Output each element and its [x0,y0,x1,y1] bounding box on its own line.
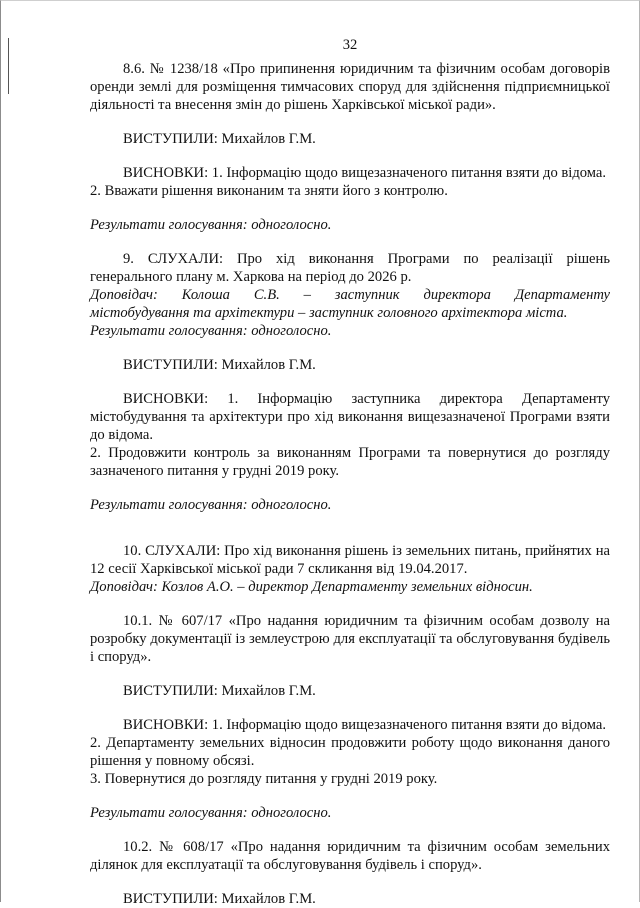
item-10-2-spoke: ВИСТУПИЛИ: Михайлов Г.М. [123,891,316,907]
item-10-1-point-2: 2. Департаменту земельних відносин продовжити роботу щодо виконання даного рішення у повному обсязі. [90,735,610,769]
item-8-6-vote: Результати голосування: одноголосно. [90,217,332,233]
reporter-word: С.В. [253,287,280,303]
item-10-1-vote: Результати голосування: одноголосно. [90,805,332,821]
item-9-point-2: 2. Продовжити контроль за виконанням Програми та повернутися до розгляду зазначеного питання у грудні 2019 року. [90,445,610,479]
reporter-word: Колоша [181,287,230,303]
item-10-reporter: Доповідач: Козлов А.О. – директор Департаменту земельних відносин. [90,579,533,595]
reporter-word: Доповідач: [90,287,158,303]
margin-scan-mark [8,38,9,94]
page-number: 32 [342,37,358,53]
reporter-word: директора [423,287,491,303]
item-9-vote-1: Результати голосування: одноголосно. [90,323,332,339]
item-8-6-conclusions: ВИСНОВКИ: 1. Інформацію щодо вищезазначеного питання взяти до відома. [123,165,607,181]
item-10-2-title: 10.2. № 608/17 «Про надання юридичним та фізичним особам земельних ділянок для експлуатації та обслуговування будівель і споруд». [90,839,610,873]
item-8-6-spoke: ВИСТУПИЛИ: Михайлов Г.М. [123,131,316,147]
item-10-1-spoke: ВИСТУПИЛИ: Михайлов Г.М. [123,683,316,699]
reporter-word: Департаменту [514,287,610,303]
item-10-1-conclusions: ВИСНОВКИ: 1. Інформацію щодо вищезазначеного питання взяти до відома. [123,717,607,733]
item-10-1-point-3: 3. Повернутися до розгляду питання у грудні 2019 року. [90,771,438,787]
item-10-1-title: 10.1. № 607/17 «Про надання юридичним та фізичним особам дозволу на розробку документації із землеустрою для експлуатації та обслуговування будівель і споруд». [90,613,610,665]
reporter-word: заступник [334,287,400,303]
item-10-heard: 10. СЛУХАЛИ: Про хід виконання рішень із земельних питань, прийнятих на 12 сесії Харківської міської ради 7 скликання від 19.04.2017. [90,543,610,577]
item-9-spoke: ВИСТУПИЛИ: Михайлов Г.М. [123,357,316,373]
item-9-vote-2: Результати голосування: одноголосно. [90,497,332,513]
reporter-word: – [303,287,311,303]
item-8-6-title: 8.6. № 1238/18 «Про припинення юридичним та фізичним особам договорів оренди землі для розміщення тимчасових споруд для здійснення підприємницької діяльності та внесення змін до рішень Харківської міської ради». [90,61,610,113]
document-page [90,36,610,908]
item-9-reporter-line [90,286,610,304]
item-9-heard: 9. СЛУХАЛИ: Про хід виконання Програми по реалізації рішень генерального плану м. Харкова на період до 2026 р. [90,251,610,285]
item-9-conclusions: ВИСНОВКИ: 1. Інформацію заступника директора Департаменту містобудування та архітектури про хід виконання вищезазначеної Програми взяти до відома. [90,391,610,443]
item-9-reporter-line-2: містобудування та архітектури – заступник головного архітектора міста. [90,305,568,321]
item-8-6-point-2: 2. Вважати рішення виконаним та зняти його з контролю. [90,183,448,199]
